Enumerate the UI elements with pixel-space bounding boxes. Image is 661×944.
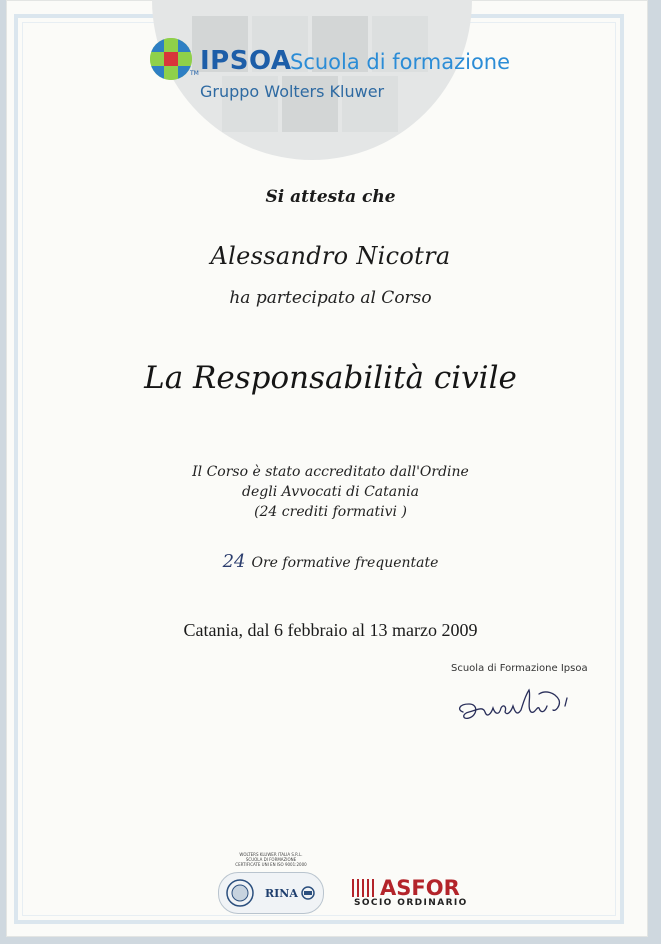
place-date: Catania, dal 6 febbraio al 13 marzo 2009 [183,620,478,640]
hours-line [0,551,661,572]
rina-label: RINA [265,887,298,900]
participation-text: ha partecipato al Corso [229,288,432,308]
rina-logo-icon [301,886,315,900]
hours-value: 24 [222,551,246,572]
seal-icon [225,878,255,908]
signer-label: Scuola di Formazione Ipsoa [451,663,588,674]
group-name: Gruppo Wolters Kluwer [200,82,385,101]
ipsoa-logo: TM IPSOA Scuola di formazione Gruppo Wolters Kluwer [150,38,530,108]
quality-certification [218,852,324,900]
hours-label: Ore formative frequentate [251,555,439,571]
attest-text: Si attesta che [265,187,396,207]
asfor-bars-icon [352,879,378,897]
accreditation-line-2: degli Avvocati di Catania [242,484,419,500]
accreditation-line-1: Il Corso è stato accreditato dall'Ordine [192,464,469,480]
accreditation-line-3: (24 crediti formativi ) [254,504,407,520]
recipient-name: Alessandro Nicotra [210,242,451,270]
handwritten-signature [455,676,585,736]
rina-badge [218,872,324,914]
asfor-subtitle: SOCIO ORDINARIO [354,898,468,908]
brand-name: IPSOA [200,46,292,76]
school-name: Scuola di formazione [290,50,511,74]
certification-text: WOLTERS KLUWER ITALIA S.R.L. SCUOLA DI FORMAZIONE CERTIFICATE UNI EN ISO 9001:2000 [235,852,307,867]
ipsoa-logo-icon [150,38,192,80]
accreditation-text [0,462,661,522]
asfor-name: ASFOR [380,876,460,900]
course-title: La Responsabilità civile [144,360,517,396]
